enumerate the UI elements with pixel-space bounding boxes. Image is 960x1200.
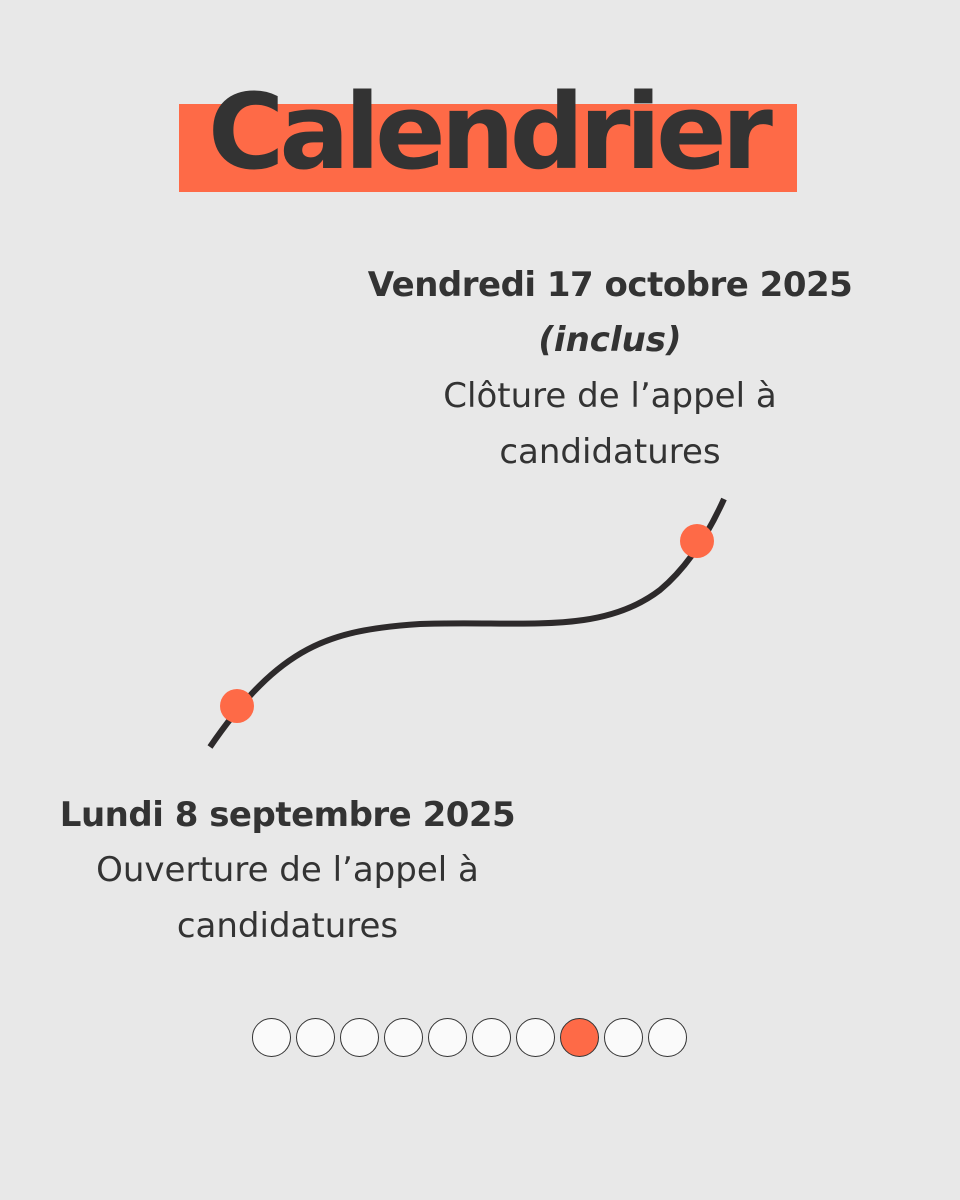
event-description-line: candidatures bbox=[176, 906, 399, 946]
pagination-dot[interactable] bbox=[516, 1018, 555, 1057]
pagination-dot[interactable] bbox=[384, 1018, 423, 1057]
pagination-dot[interactable] bbox=[648, 1018, 687, 1057]
pagination-dots bbox=[252, 1018, 712, 1060]
pagination-dot[interactable] bbox=[428, 1018, 467, 1057]
pagination-dot[interactable] bbox=[252, 1018, 291, 1057]
event-opening bbox=[30, 788, 545, 954]
pagination-dot[interactable] bbox=[296, 1018, 335, 1057]
pagination-dot[interactable] bbox=[604, 1018, 643, 1057]
event-description-line: Clôture de l’appel à bbox=[443, 376, 777, 416]
pagination-dot[interactable] bbox=[472, 1018, 511, 1057]
timeline-marker-end bbox=[680, 524, 714, 558]
event-closing bbox=[340, 258, 880, 480]
page-title: Calendrier bbox=[208, 71, 768, 193]
event-date: Vendredi 17 octobre 2025 bbox=[367, 265, 853, 305]
event-date: Lundi 8 septembre 2025 bbox=[59, 795, 516, 835]
event-description-line: candidatures bbox=[499, 432, 721, 472]
event-description-line: Ouverture de l’appel à bbox=[96, 850, 479, 890]
pagination-dot-active[interactable] bbox=[560, 1018, 599, 1057]
timeline-marker-start bbox=[220, 689, 254, 723]
timeline-path bbox=[210, 499, 724, 747]
event-note: (inclus) bbox=[538, 320, 682, 360]
pagination-dot[interactable] bbox=[340, 1018, 379, 1057]
